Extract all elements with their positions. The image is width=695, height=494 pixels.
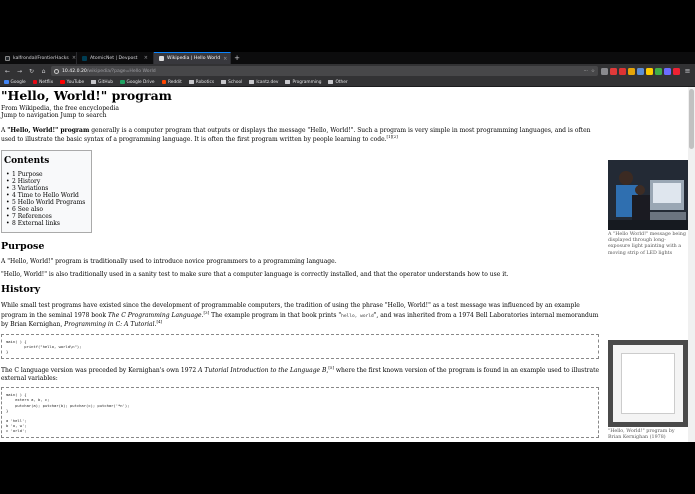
intro-paragraph: A "Hello, World!" program generally is a computer program that outputs or displays the message "Hello, World!". Such a program is very simple in most programming languages, and is often used to illustrate the basic syntax of a programming language. It is often the first program written by people learning to code.[1][2]: [1, 126, 591, 144]
tab-title: kalfrondal/FrontierHacks: [13, 55, 69, 61]
bookmark-label: Other: [335, 79, 348, 85]
toc-item[interactable]: • 3 Variations: [12, 185, 87, 192]
citation-link[interactable]: [5]: [328, 365, 335, 371]
desktop-background: [0, 442, 695, 494]
tab-strip: [0, 52, 695, 64]
back-icon[interactable]: ←: [4, 67, 11, 75]
table-of-contents: [1, 150, 92, 233]
purpose-paragraph-1: A "Hello, World!" program is traditionally used to introduce novice programmers to a programming language.: [1, 258, 337, 266]
toc-item[interactable]: • 6 See also: [12, 206, 87, 213]
figure-caption: A "Hello World!" message being displayed through long-exposure light painting with a moving strip of LED lights: [608, 232, 686, 256]
memo-title: Programming in C: A Tutorial: [64, 321, 155, 329]
folder-icon: [189, 80, 194, 84]
url-bar[interactable]: [51, 66, 598, 76]
forward-icon[interactable]: →: [16, 67, 23, 75]
github-favicon-icon: [5, 56, 10, 61]
extension-icon[interactable]: [646, 68, 653, 75]
bookmark-label: lcantz.dev: [256, 79, 279, 85]
extension-icon[interactable]: [601, 68, 608, 75]
toc-item[interactable]: • 7 References: [12, 213, 87, 220]
tab-title: AtomicNet | Devpost: [90, 55, 138, 61]
site-favicon-icon: [162, 80, 167, 85]
code-block-b: main( ) { extern a, b, c; putchar(a); putchar(b); putchar(c); putchar('*n'); } a 'hell'; b 'o, w'; c 'orld';: [1, 387, 599, 438]
bookmark-label: Reddit: [168, 79, 182, 85]
extension-icon[interactable]: [637, 68, 644, 75]
tab-wikipedia[interactable]: [154, 52, 231, 64]
bookmark-youtube[interactable]: [60, 80, 84, 85]
extension-icon[interactable]: [628, 68, 635, 75]
wikipedia-favicon-icon: [159, 56, 164, 61]
citation-link[interactable]: [1][2]: [386, 134, 398, 140]
extension-icon[interactable]: [673, 68, 680, 75]
citation-link[interactable]: [3]: [203, 309, 210, 315]
section-heading-purpose: Purpose: [1, 240, 45, 252]
page-subtitle: From Wikipedia, the free encyclopedia: [1, 104, 119, 112]
bookmark-label: GitHub: [98, 79, 114, 85]
tab-close-icon[interactable]: ×: [71, 55, 77, 61]
bookmark-netflix[interactable]: [33, 80, 54, 85]
toc-item[interactable]: • 5 Hello World Programs: [12, 199, 87, 206]
toc-item[interactable]: • 2 History: [12, 178, 87, 185]
tab-frontierhacks[interactable]: [0, 52, 77, 64]
citation-link[interactable]: [4]: [156, 319, 163, 325]
reload-icon[interactable]: ↻: [28, 67, 35, 75]
history-paragraph-1: While small test programs have existed since the development of programmable computers, the tradition of using the phrase "Hello, World!" as a test message was influenced by an example program in the seminal 1978 book The C Programming Language.[3] The example program in that book prints "hello, world", and was inherited from a 1974 Bell Laboratories internal memorandum by Brian Kernighan, Programming in C: A Tutorial.[4]: [1, 302, 599, 329]
browser-window: [0, 52, 695, 442]
figure-caption: "Hello, World!" program by Brian Kernighan (1978): [608, 429, 675, 441]
jump-to-search-link[interactable]: Jump to search: [60, 112, 107, 120]
bookmark-label: Robotics: [195, 79, 215, 85]
purpose-paragraph-2: "Hello, World!" is also traditionally used in a sanity test to make sure that a computer language is correctly installed, and that the operator understands how to use it.: [1, 270, 509, 278]
bookmark-label: Netflix: [39, 79, 54, 85]
intro-bold-term: "Hello, World!" program: [7, 126, 90, 134]
bookmark-robotics[interactable]: [189, 80, 214, 85]
figure-led-light-painting: [608, 160, 688, 257]
devpost-favicon-icon: [82, 56, 87, 61]
home-icon[interactable]: ⌂: [41, 67, 46, 75]
site-favicon-icon: [33, 80, 38, 85]
framed-program-image[interactable]: [608, 340, 688, 427]
toc-item[interactable]: • 4 Time to Hello World: [12, 192, 87, 199]
bookmark-programming[interactable]: [285, 80, 321, 85]
section-heading-history: History: [1, 284, 41, 296]
site-favicon-icon: [120, 80, 125, 85]
bookmark-star-icon[interactable]: ☆: [590, 68, 595, 74]
info-icon: [54, 69, 59, 74]
tab-title: Wikipedia | Hello World: [167, 56, 221, 61]
toc-item[interactable]: • 1 Purpose: [12, 171, 87, 178]
folder-icon: [285, 80, 290, 84]
page-actions-icon[interactable]: ···: [583, 68, 588, 74]
history-paragraph-2: The C language version was preceded by Kernighan's own 1972 A Tutorial Introduction to the Language B,[5] where the first known version of the program is found in an example used to illustrate external variables:: [1, 365, 600, 382]
bookmark-other[interactable]: [328, 80, 347, 85]
scrollbar-thumb[interactable]: [689, 89, 694, 149]
bookmark-google[interactable]: [4, 80, 26, 85]
bookmark-label: Programming: [292, 79, 322, 85]
tab-close-icon[interactable]: ×: [223, 55, 228, 62]
extension-icon[interactable]: [664, 68, 671, 75]
site-favicon-icon: [4, 80, 9, 85]
bookmark-google-drive[interactable]: [120, 80, 154, 85]
bookmark-school[interactable]: [221, 80, 242, 85]
toc-heading: Contents: [4, 155, 50, 166]
toc-list: [4, 171, 87, 228]
code-block-c: main( ) { printf("hello, world\n"); }: [1, 334, 599, 359]
bookmark-label: YouTube: [66, 79, 85, 85]
url-host: 10.42.0.20: [62, 68, 87, 74]
tab-devpost[interactable]: [77, 52, 154, 64]
book-title: The C Programming Language: [107, 311, 202, 319]
extension-toolbar: [601, 68, 680, 75]
jump-to-navigation-link[interactable]: Jump to navigation: [1, 112, 59, 120]
bookmark-label: Google Drive: [126, 79, 155, 85]
page-scrollbar[interactable]: [688, 87, 695, 442]
book-title: A Tutorial Introduction to the Language B: [198, 367, 327, 375]
figure-kernighan-program: [608, 340, 688, 441]
folder-icon: [328, 80, 333, 84]
folder-icon: [249, 80, 254, 84]
bookmark-lcantz-dev[interactable]: [249, 80, 278, 85]
extension-icon[interactable]: [610, 68, 617, 75]
folder-icon: [91, 80, 96, 84]
site-favicon-icon: [60, 80, 65, 85]
page-viewport: [0, 87, 695, 442]
folder-icon: [221, 80, 226, 84]
article-content: [0, 87, 605, 465]
extension-icon[interactable]: [655, 68, 662, 75]
page-title: "Hello, World!" program: [1, 88, 172, 103]
tab-close-icon[interactable]: ×: [143, 55, 148, 61]
jump-links: [1, 112, 605, 120]
extension-icon[interactable]: [619, 68, 626, 75]
bookmarks-bar: [0, 78, 695, 87]
bookmark-label: School: [228, 79, 243, 85]
bookmark-github[interactable]: [91, 80, 113, 85]
new-tab-button[interactable]: +: [234, 54, 240, 62]
toc-item[interactable]: • 8 External links: [12, 220, 87, 227]
url-path: /wikipedia/?page=Hello World: [86, 68, 156, 74]
bookmark-label: Google: [10, 79, 26, 85]
inline-code: hello, world: [341, 313, 374, 319]
nav-bar: [0, 64, 695, 78]
bookmark-reddit[interactable]: [162, 80, 182, 85]
menu-icon[interactable]: ≡: [684, 67, 691, 75]
led-light-painting-image[interactable]: [608, 160, 688, 230]
